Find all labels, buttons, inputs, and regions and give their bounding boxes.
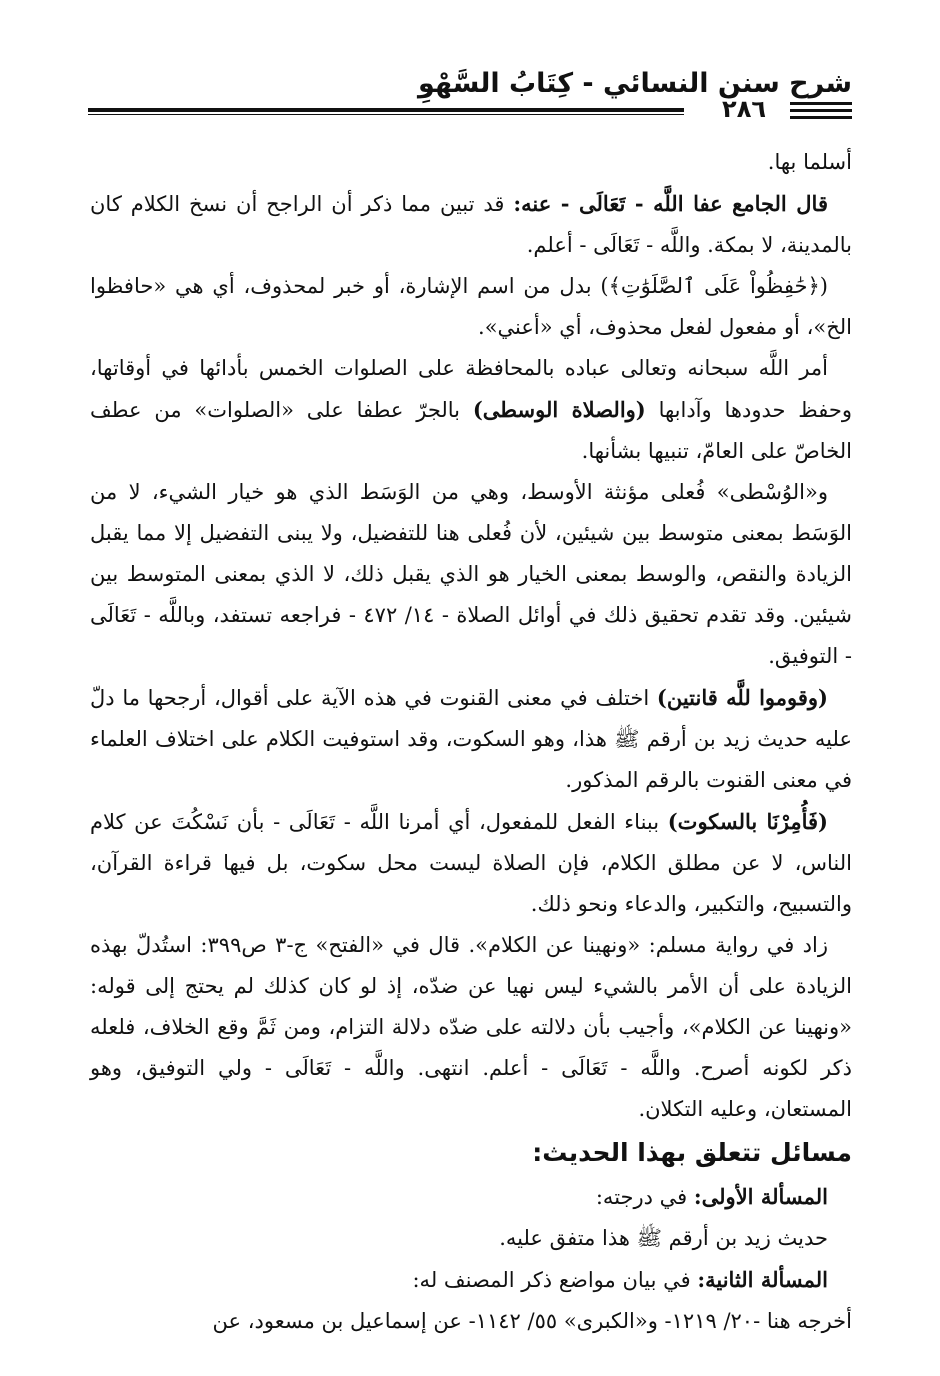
page-header [88,64,852,123]
paragraph-text: ببناء الفعل للمفعول، أي أمرنا اللَّه - تَعَالَى - بأن نَسْكُتَ عن كلام الناس، لا عن مطلق الكلام، فإن الصلاة ليست محل سكوت، بل فيها قراءة القرآن، والتسبيح، والتكبير، والدعاء ونحو ذلك. [90,810,852,916]
paragraph [90,677,852,801]
paragraph: و«الوُسْطى» فُعلى مؤنثة الأوسط، وهي من الوَسَط الذي هو خيار الشيء، لا من الوَسَط بمعنى متوسط بين شيئين، لأن فُعلى هنا للتفضيل، ولا يبنى التفضيل إلا مما يقبل الزيادة والنقص، والوسط بمعنى الخيار هو الذي يقبل ذلك، لا الذي بمعنى المتوسط بين شيئين. وقد تقدم تحقيق ذلك في أوائل الصلاة - ١٤/ ٤٧٢ - فراجعه تستفد، وباللَّه - تَعَالَى - التوفيق. [90,480,852,668]
paragraph [90,348,852,472]
body-text [90,142,852,1342]
issue-heading [90,1176,852,1218]
running-title: شرح سنن النسائي - كِتَابُ السَّهْوِ [418,68,852,99]
paragraph: حديث زيد بن أرقم ﷺ هذا متفق عليه. [499,1226,828,1250]
paragraph-text: اختلف في معنى القنوت في هذه الآية على أقوال، أرجحها ما دلّ عليه حديث زيد بن أرقم ﷺ هذا، وهو السكوت، وقد استوفيت الكلام على اختلاف العلماء في معنى القنوت بالرقم المذكور. [90,686,852,792]
header-rule-thin [88,114,684,115]
page-number: ٢٨٦ [722,95,766,123]
paragraph [90,801,852,925]
paragraph [90,183,852,266]
issue-subtitle: في درجته: [595,1185,694,1209]
paragraph-text: بالجرّ عطفا على «الصلوات» من عطف الخاصّ على العامّ، تنبيها بشأنها. [90,398,852,463]
paragraph: أخرجه هنا -٢٠/ ١٢١٩- و«الكبرى» ٥٥/ ١١٤٢- عن إسماعيل بن مسعود، عن [212,1309,852,1333]
issue-heading [90,1259,852,1301]
issue-title: المسألة الأولى: [693,1184,828,1209]
paragraph-text: أمر اللَّه سبحانه وتعالى عباده بالمحافظة على الصلوات الخمس بأدائها في أوقاتها، وحفظ حدودها وآدابها [90,356,852,422]
paragraph: أسلما بها. [767,150,852,174]
header-rule-right [790,116,852,119]
paragraph: (﴿حَٰفِظُواْ عَلَى ٱلصَّلَوَٰتِ﴾) بدل من اسم الإشارة، أو خبر لمحذوف، أي هي «حافظوا الخ»، أو مفعول لفعل محذوف، أي «أعني». [90,274,852,339]
header-rule-right [790,102,852,105]
quoted-phrase: (والصلاة الوسطى) [472,397,646,422]
section-heading: مسائل تتعلق بهذا الحديث: [532,1138,852,1167]
issue-title: المسألة الثانية: [697,1267,828,1292]
issue-subtitle: في بيان مواضع ذكر المصنف له: [412,1268,698,1292]
compiler-note-label: قال الجامع عفا اللَّه - تَعَالَى - عنه: [513,191,828,216]
paragraph-text: قد تبين مما ذكر أن الراجح أن نسخ الكلام كان بالمدينة، لا بمكة. واللَّه - تَعَالَى - أعلم. [90,192,852,257]
quoted-phrase: (فَأُمِرْنَا بالسكوت) [667,809,828,834]
paragraph: زاد في رواية مسلم: «ونهينا عن الكلام». قال في «الفتح» ج-٣ ص٣٩٩: استُدلّ بهذه الزيادة على أن الأمر بالشيء ليس نهيا عن ضدّه، إذ لو كان كذلك لم يحتج إلى قوله: «ونهينا عن الكلام»، وأجيب بأن دلالته على ضدّه دلالة التزام، ومن ثَمَّ وقع الخلاف، فلعله ذكر لكونه أصرح. واللَّه - تَعَالَى - أعلم. انتهى. واللَّه - تَعَالَى - ولي التوفيق، وهو المستعان، وعليه التكلان. [90,933,852,1121]
quoted-phrase: (وقوموا للَّه قانتين) [656,685,828,710]
header-rule-right [790,109,852,112]
header-rule [88,108,684,112]
